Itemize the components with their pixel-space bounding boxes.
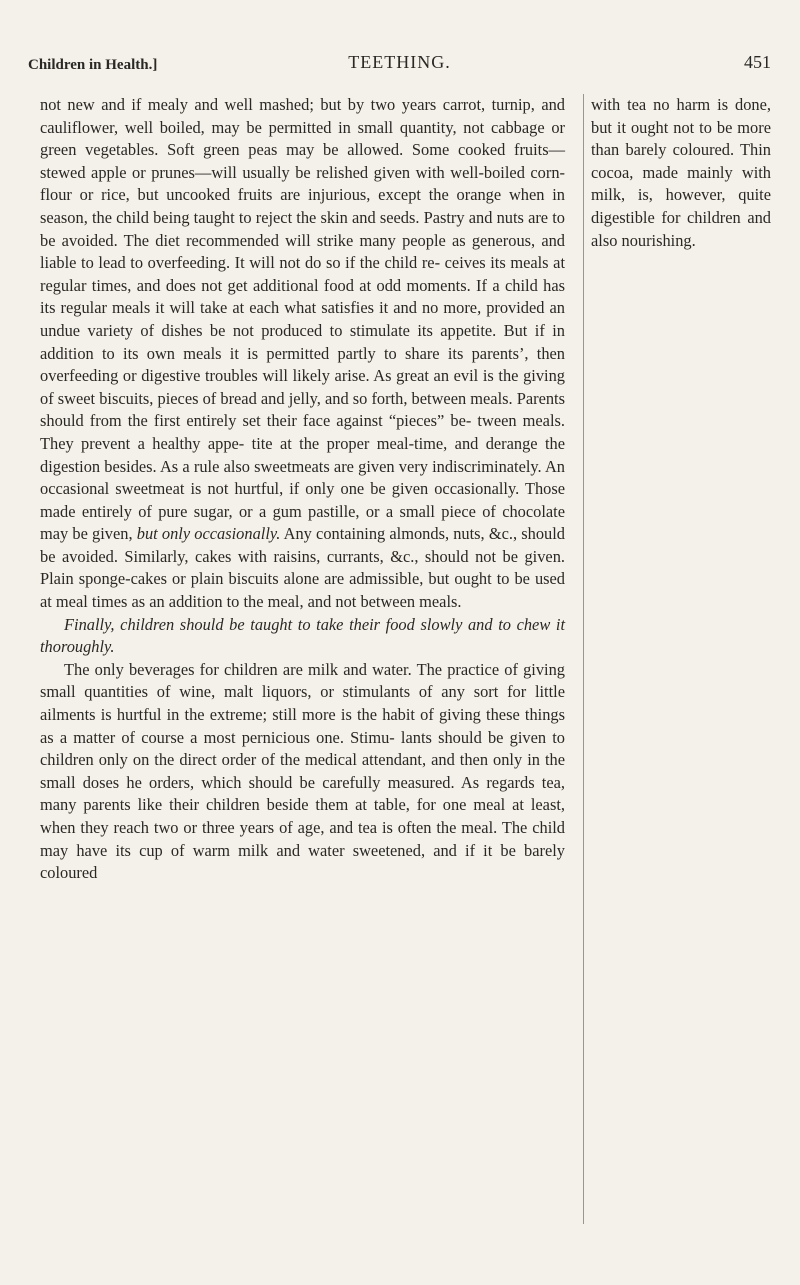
left-paragraph-3: The only beverages for children are milk and water. The practice of giving small quantities of wine, malt liquors, or stimulants of any sort for little ailments is hurtful in the extreme; still more is the habit of giving these things as a matter of course a most pernicious one. Stimu- lants should be given to children only on the direct order of the medical attendant, and then only in the small doses he orders, which should be carefully measured. As regards tea, many parents like their children beside them at table, for one meal at least, when they reach two or three years of age, and tea is often the meal. The child may have its cup of warm milk and water sweetened, and if it be barely coloured (40, 659, 565, 883)
running-title: TEETHING. (348, 52, 451, 72)
left-paragraph-2: Finally, children should be taught to take their food slowly and to chew it thoroughly. (40, 614, 565, 657)
right-paragraph-1: with tea no harm is done, but it ought not to be more than barely coloured. Thin cocoa, made mainly with milk, is, however, quite digestible for children and also nourishing. (591, 95, 771, 250)
emphasis-occasionally: but only occasionally. (136, 524, 281, 544)
article-right-col (591, 94, 771, 252)
left-column (40, 94, 565, 885)
page-number: 451 (744, 52, 771, 72)
running-head-left: Children in Health.] (28, 57, 158, 73)
page-header (28, 50, 771, 76)
column-divider (583, 94, 584, 1224)
left-paragraph-1: not new and if mealy and well mashed; but by two years carrot, turnip, and cauliflower, well boiled, may be permitted in small quantity, not cabbage or green vegetables. Soft green peas may be allowed. Some cooked fruits— stewed apple or prunes—will usually be relished given with well-boiled corn-flour or rice, but uncooked fruits are injurious, except the orange when in season, the child being taught to reject the skin and seeds. Pastry and nuts are to be avoided. The diet recommended will strike many people as generous, and liable to lead to overfeeding. It will not do so if the child re- ceives its meals at regular times, and does not get additional food at odd moments. If a child has its regular meals it will take at each what satisfies it and no more, provided an undue variety of dishes be not produced to stimulate its appetite. But if in addition to its own meals it is permitted partly to share its parents’, then overfeeding or digestive troubles will likely arise. As great an evil is the giving of sweet biscuits, pieces of bread and jelly, and so forth, between meals. Parents should from the first entirely set their face against “pieces” be- tween meals. They prevent a healthy appe- tite at the proper meal-time, and derange the digestion besides. As a rule also sweetmeats are given very indiscriminately. An occasional sweetmeat is not hurtful, if only one be given occasionally. Those made entirely of pure sugar, or a gum pastille, or a small piece of chocolate may be given, but only occasionally. Any containing almonds, nuts, &c., should be avoided. Similarly, cakes with raisins, currants, &c., should not be given. Plain sponge-cakes or plain biscuits alone are admissible, but ought to be used at meal times as an addition to the meal, and not between meals. (40, 95, 565, 612)
